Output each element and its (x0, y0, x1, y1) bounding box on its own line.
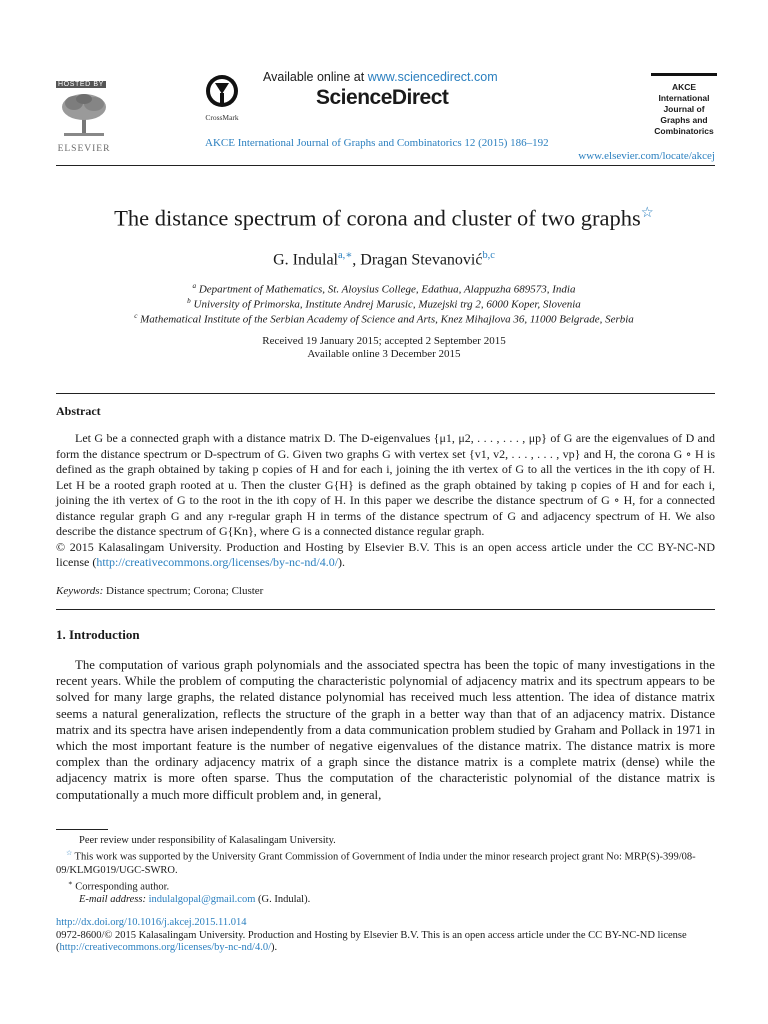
author-affiliation-marker[interactable]: b,c (482, 250, 495, 261)
journal-logo-line: Graphs and (660, 115, 708, 125)
introduction-body (56, 657, 715, 803)
affiliation-mark: c (134, 312, 138, 320)
available-prefix: Available online at (263, 70, 368, 84)
journal-logo-line: Journal of (663, 104, 705, 114)
sciencedirect-link[interactable]: www.sciencedirect.com (367, 70, 498, 84)
journal-logo-line: International (658, 93, 710, 103)
abstract-text: Let G be a connected graph with a distance matrix D. The D-eigenvalues {μ1, μ2, . . . , . . . , μp} of G are the eigenvalues of D and form the distance spectrum or D-spectrum of G. Given two graphs G with vertex set {v1, v2, . . . , . . . , vp} and H, the corona G ∘ H is defined as the graph obtained by taking p copies of H and for each i, joining the ith vertex of G to all the vertices in the ith copy of H. Let H be a rooted graph rooted at u. Then the cluster G{H} is defined as the graph obtained by taking p copies of H and for each i, joining the ith vertex of G to the root in the ith copy of H. In this paper we describe the distance spectrum of G ∘ H, for a connected distance regular graph G and any r-regular graph H in terms of the distance spectrum of G and adjacency spectrum of H. We also describe the distance spectrum of G{Kn}, where G is a connected distance regular graph. (56, 431, 715, 538)
copyright-text: 0972-8600/© 2015 Kalasalingam University. Production and Hosting by Elsevier B.V. This is an open access article under the CC BY-NC-ND license ( (56, 929, 687, 953)
author-list: G. Indulal$^{a,∗}$, Dragan Stevanović$^{b,c}$ (273, 250, 495, 269)
online-date: Available online 3 December 2015 (307, 348, 461, 360)
introduction-paragraph: The computation of various graph polynomials and the associated spectra has been the topic of many investigations in the recent years. While the problem of computing the characteristic polynomial of adjacency matrix and its spectrum appears to be solved for many large graphs, the related distance polynomial has received much less attention. The idea of distance matrix seems a natural generalization, reflects the structure of the graph in a better way than that of an adjacency matrix. Distance matrix and its spectra have arisen independently from a data communication problem studied by Graham and Pollack in 1971 in which the most important feature is the number of negative eigenvalues of the distance matrix. The distance matrix is more complex than the ordinary adjacency matrix of a graph since the distance matrix is a complete matrix (dense) while the adjacency matrix is more often sparse. Thus the computation of the characteristic polynomial of the distance matrix is computationally a much more difficult problem and, in general, (56, 658, 715, 802)
copyright-end: ). (271, 942, 278, 953)
license-link[interactable]: http://creativecommons.org/licenses/by-nc-nd/4.0/ (96, 555, 339, 569)
elsevier-tree-icon (56, 91, 112, 139)
keywords (56, 585, 263, 597)
footnote-funding-text: This work was supported by the University Grant Commission of Government of India under the minor research project grant No: MRP(S)-399/08-09/KLMG019/UGC-SWRO. (56, 851, 696, 876)
crossmark-icon (205, 74, 239, 108)
publisher-name: ELSEVIER (57, 144, 111, 154)
journal-citation-link[interactable]: AKCE International Journal of Graphs and Combinatorics 12 (2015) 186–192 (205, 137, 549, 149)
abstract-top-rule (56, 393, 715, 394)
license-text: © 2015 Kalasalingam University. Production and Hosting by Elsevier B.V. This is an open access article under the CC BY-NC-ND license ( (56, 539, 715, 569)
footnote-funding (56, 847, 715, 877)
footnote-corr-mark: ∗ (68, 879, 73, 887)
footnotes (56, 834, 715, 906)
article-title (0, 204, 768, 232)
received-date: Received 19 January 2015; accepted 2 September 2015 (262, 335, 506, 347)
section-heading-introduction: 1. Introduction (56, 627, 140, 642)
title-footnote-star[interactable]: ☆ (640, 205, 654, 221)
footnote-peer-review: Peer review under responsibility of Kalasalingam University. (79, 835, 336, 846)
license-end: ). (338, 555, 346, 569)
email-suffix: (G. Indulal). (255, 894, 311, 905)
journal-logo (651, 73, 717, 137)
affiliation-mark: b (187, 297, 191, 305)
footnote-rule (56, 829, 108, 830)
copyright-line (56, 930, 715, 955)
keywords-label: Keywords: (56, 585, 104, 597)
journal-logo-line: AKCE (671, 82, 697, 92)
available-online (263, 70, 498, 84)
footnote-corresponding (56, 877, 715, 894)
footer-license-link[interactable]: http://creativecommons.org/licenses/by-nc-nd/4.0/ (59, 942, 272, 953)
email-label: E-mail address: (79, 894, 149, 905)
journal-homepage-link[interactable]: www.elsevier.com/locate/akcej (578, 150, 715, 162)
email-link[interactable]: indulalgopal@gmail.com (148, 894, 256, 905)
journal-logo-line: Combinatorics (654, 126, 714, 136)
abstract-body (56, 431, 715, 571)
affiliation (0, 297, 768, 311)
footnote-email (56, 893, 715, 906)
doi-link[interactable]: http://dx.doi.org/10.1016/j.akcej.2015.11.014 (56, 917, 247, 928)
sciencedirect-logo: ScienceDirect (316, 86, 449, 109)
abstract-bottom-rule (56, 609, 715, 610)
footnote-corr-text: Corresponding author. (72, 881, 170, 892)
elsevier-logo (56, 73, 112, 154)
footnote-star-mark: ☆ (66, 850, 73, 857)
affiliation-text: Mathematical Institute of the Serbian Academy of Science and Arts, Knez Mihajlova 36, 11000 Belgrade, Serbia (140, 313, 634, 326)
affiliation (0, 282, 768, 296)
affiliation-text: University of Primorska, Institute Andrej Marusic, Muzejski trg 2, 6000 Koper, Slovenia (193, 298, 581, 311)
affiliation-text: Department of Mathematics, St. Aloysius College, Edathua, Alappuzha 689573, India (198, 283, 576, 296)
keywords-text: Distance spectrum; Corona; Cluster (103, 585, 264, 597)
abstract-license (56, 540, 715, 571)
author-affiliation-marker[interactable]: a,∗ (338, 250, 353, 261)
header-divider (56, 165, 715, 166)
hosted-by-label: HOSTED BY (58, 81, 104, 88)
article-info-footer (56, 917, 715, 955)
affiliation (0, 312, 768, 326)
author-name: G. Indulal (273, 251, 338, 269)
author-name: Dragan Stevanović (360, 251, 483, 269)
abstract-heading: Abstract (56, 404, 101, 418)
crossmark-label: CrossMark (205, 113, 239, 122)
crossmark-badge[interactable] (200, 74, 244, 122)
affiliation-mark: a (192, 282, 197, 290)
title-text: The distance spectrum of corona and cluster of two graphs (114, 205, 641, 231)
